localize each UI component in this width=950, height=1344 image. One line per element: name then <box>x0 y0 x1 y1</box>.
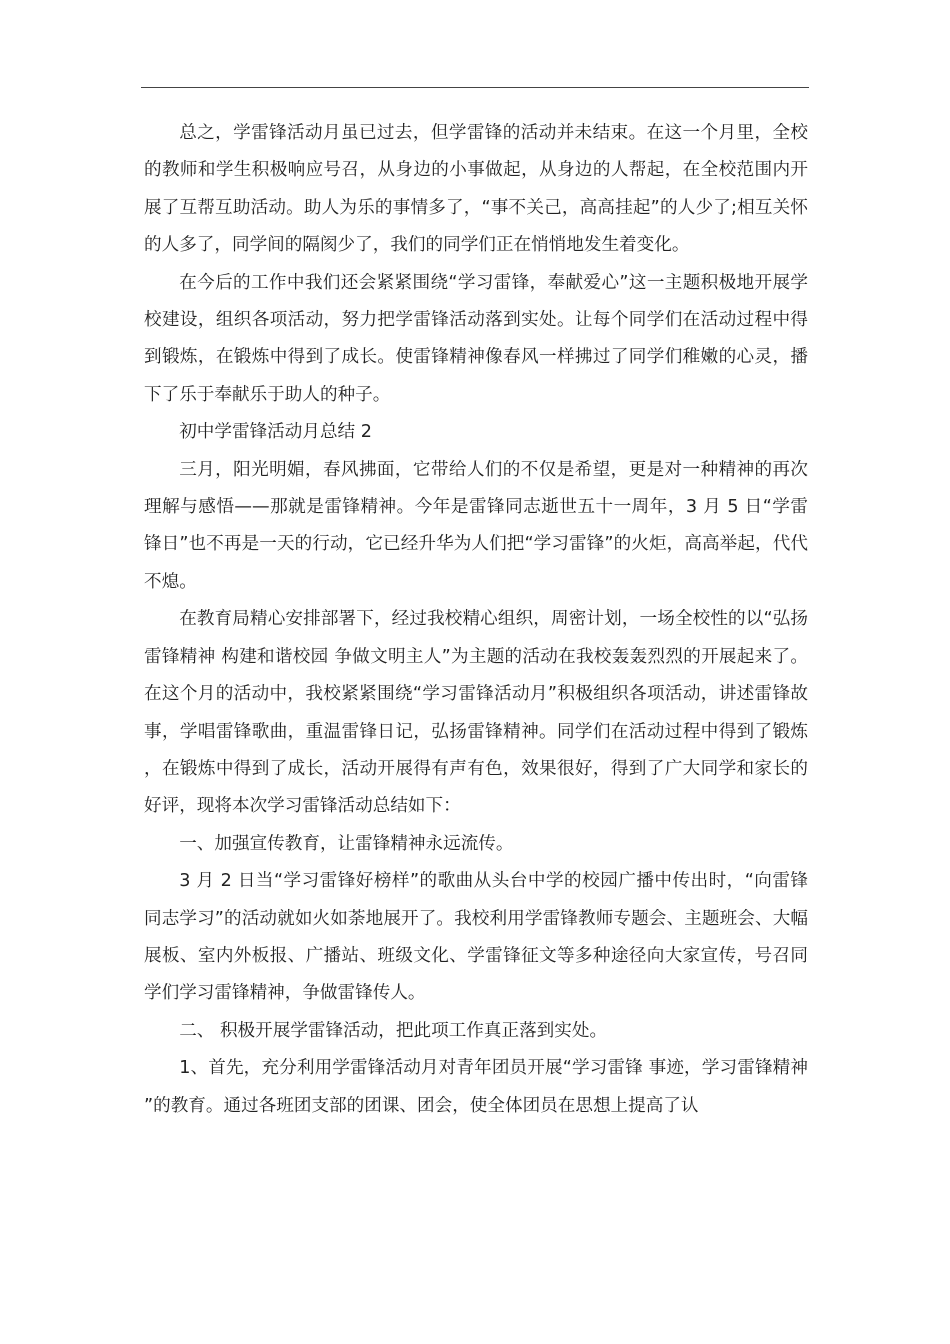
document-body <box>144 115 808 1125</box>
paragraph-future-work: 在今后的工作中我们还会紧紧围绕“学习雷锋，奉献爱心”这一主题积极地开展学校建设，组织各项活动，努力把学雷锋活动落到实处。让每个同学们在活动过程中得到锻炼，在锻炼中得到了成长。使雷锋精神像春风一样拂过了同学们稚嫩的心灵，播下了乐于奉献乐于助人的种子。 <box>144 272 808 405</box>
heading-publicity: 一、加强宣传教育，让雷锋精神永远流传。 <box>179 833 514 854</box>
heading-activities: 二、 积极开展学雷锋活动，把此项工作真正落到实处。 <box>179 1020 608 1041</box>
paragraph-march-intro: 三月，阳光明媚，春风拂面，它带给人们的不仅是希望，更是对一种精神的再次理解与感悟——那就是雷锋精神。今年是雷锋同志逝世五十一周年，3 月 5 日“学雷锋日”也不再是一天的行动，它已经升华为人们把“学习雷锋”的火炬，高高举起，代代不熄。 <box>144 459 808 592</box>
section-title-summary-2: 初中学雷锋活动月总结 2 <box>179 422 372 443</box>
header-rule <box>141 87 809 88</box>
paragraph-publicity: 3 月 2 日当“学习雷锋好榜样”的歌曲从头台中学的校园广播中传出时，“向雷锋同志学习”的活动就如火如荼地展开了。我校利用学雷锋教师专题会、主题班会、大幅展板、室内外板报、广播站、班级文化、学雷锋征文等多种途径向大家宣传，号召同学们学习雷锋精神，争做雷锋传人。 <box>144 871 808 1004</box>
paragraph-conclusion: 总之，学雷锋活动月虽已过去，但学雷锋的活动并未结束。在这一个月里，全校的教师和学生积极响应号召，从身边的小事做起，从身边的人帮起，在全校范围内开展了互帮互助活动。助人为乐的事情多了，“事不关己，高高挂起”的人少了;相互关怀的人多了，同学间的隔阂少了，我们的同学们正在悄悄地发生着变化。 <box>144 123 808 256</box>
paragraph-first-point: 1、首先，充分利用学雷锋活动月对青年团员开展“学习雷锋 事迹，学习雷锋精神”的教育。通过各班团支部的团课、团会，使全体团员在思想上提高了认 <box>144 1058 808 1116</box>
paragraph-activity-overview: 在教育局精心安排部署下，经过我校精心组织，周密计划，一场全校性的以“弘扬雷锋精神 构建和谐校园 争做文明主人”为主题的活动在我校轰轰烈烈的开展起来了。在这个月的活动中，我校紧紧围绕“学习雷锋活动月”积极组织各项活动，讲述雷锋故事，学唱雷锋歌曲，重温雷锋日记，弘扬雷锋精神。同学们在活动过程中得到了锻炼，在锻炼中得到了成长，活动开展得有声有色，效果很好，得到了广大同学和家长的好评，现将本次学习雷锋活动总结如下： <box>144 609 808 817</box>
